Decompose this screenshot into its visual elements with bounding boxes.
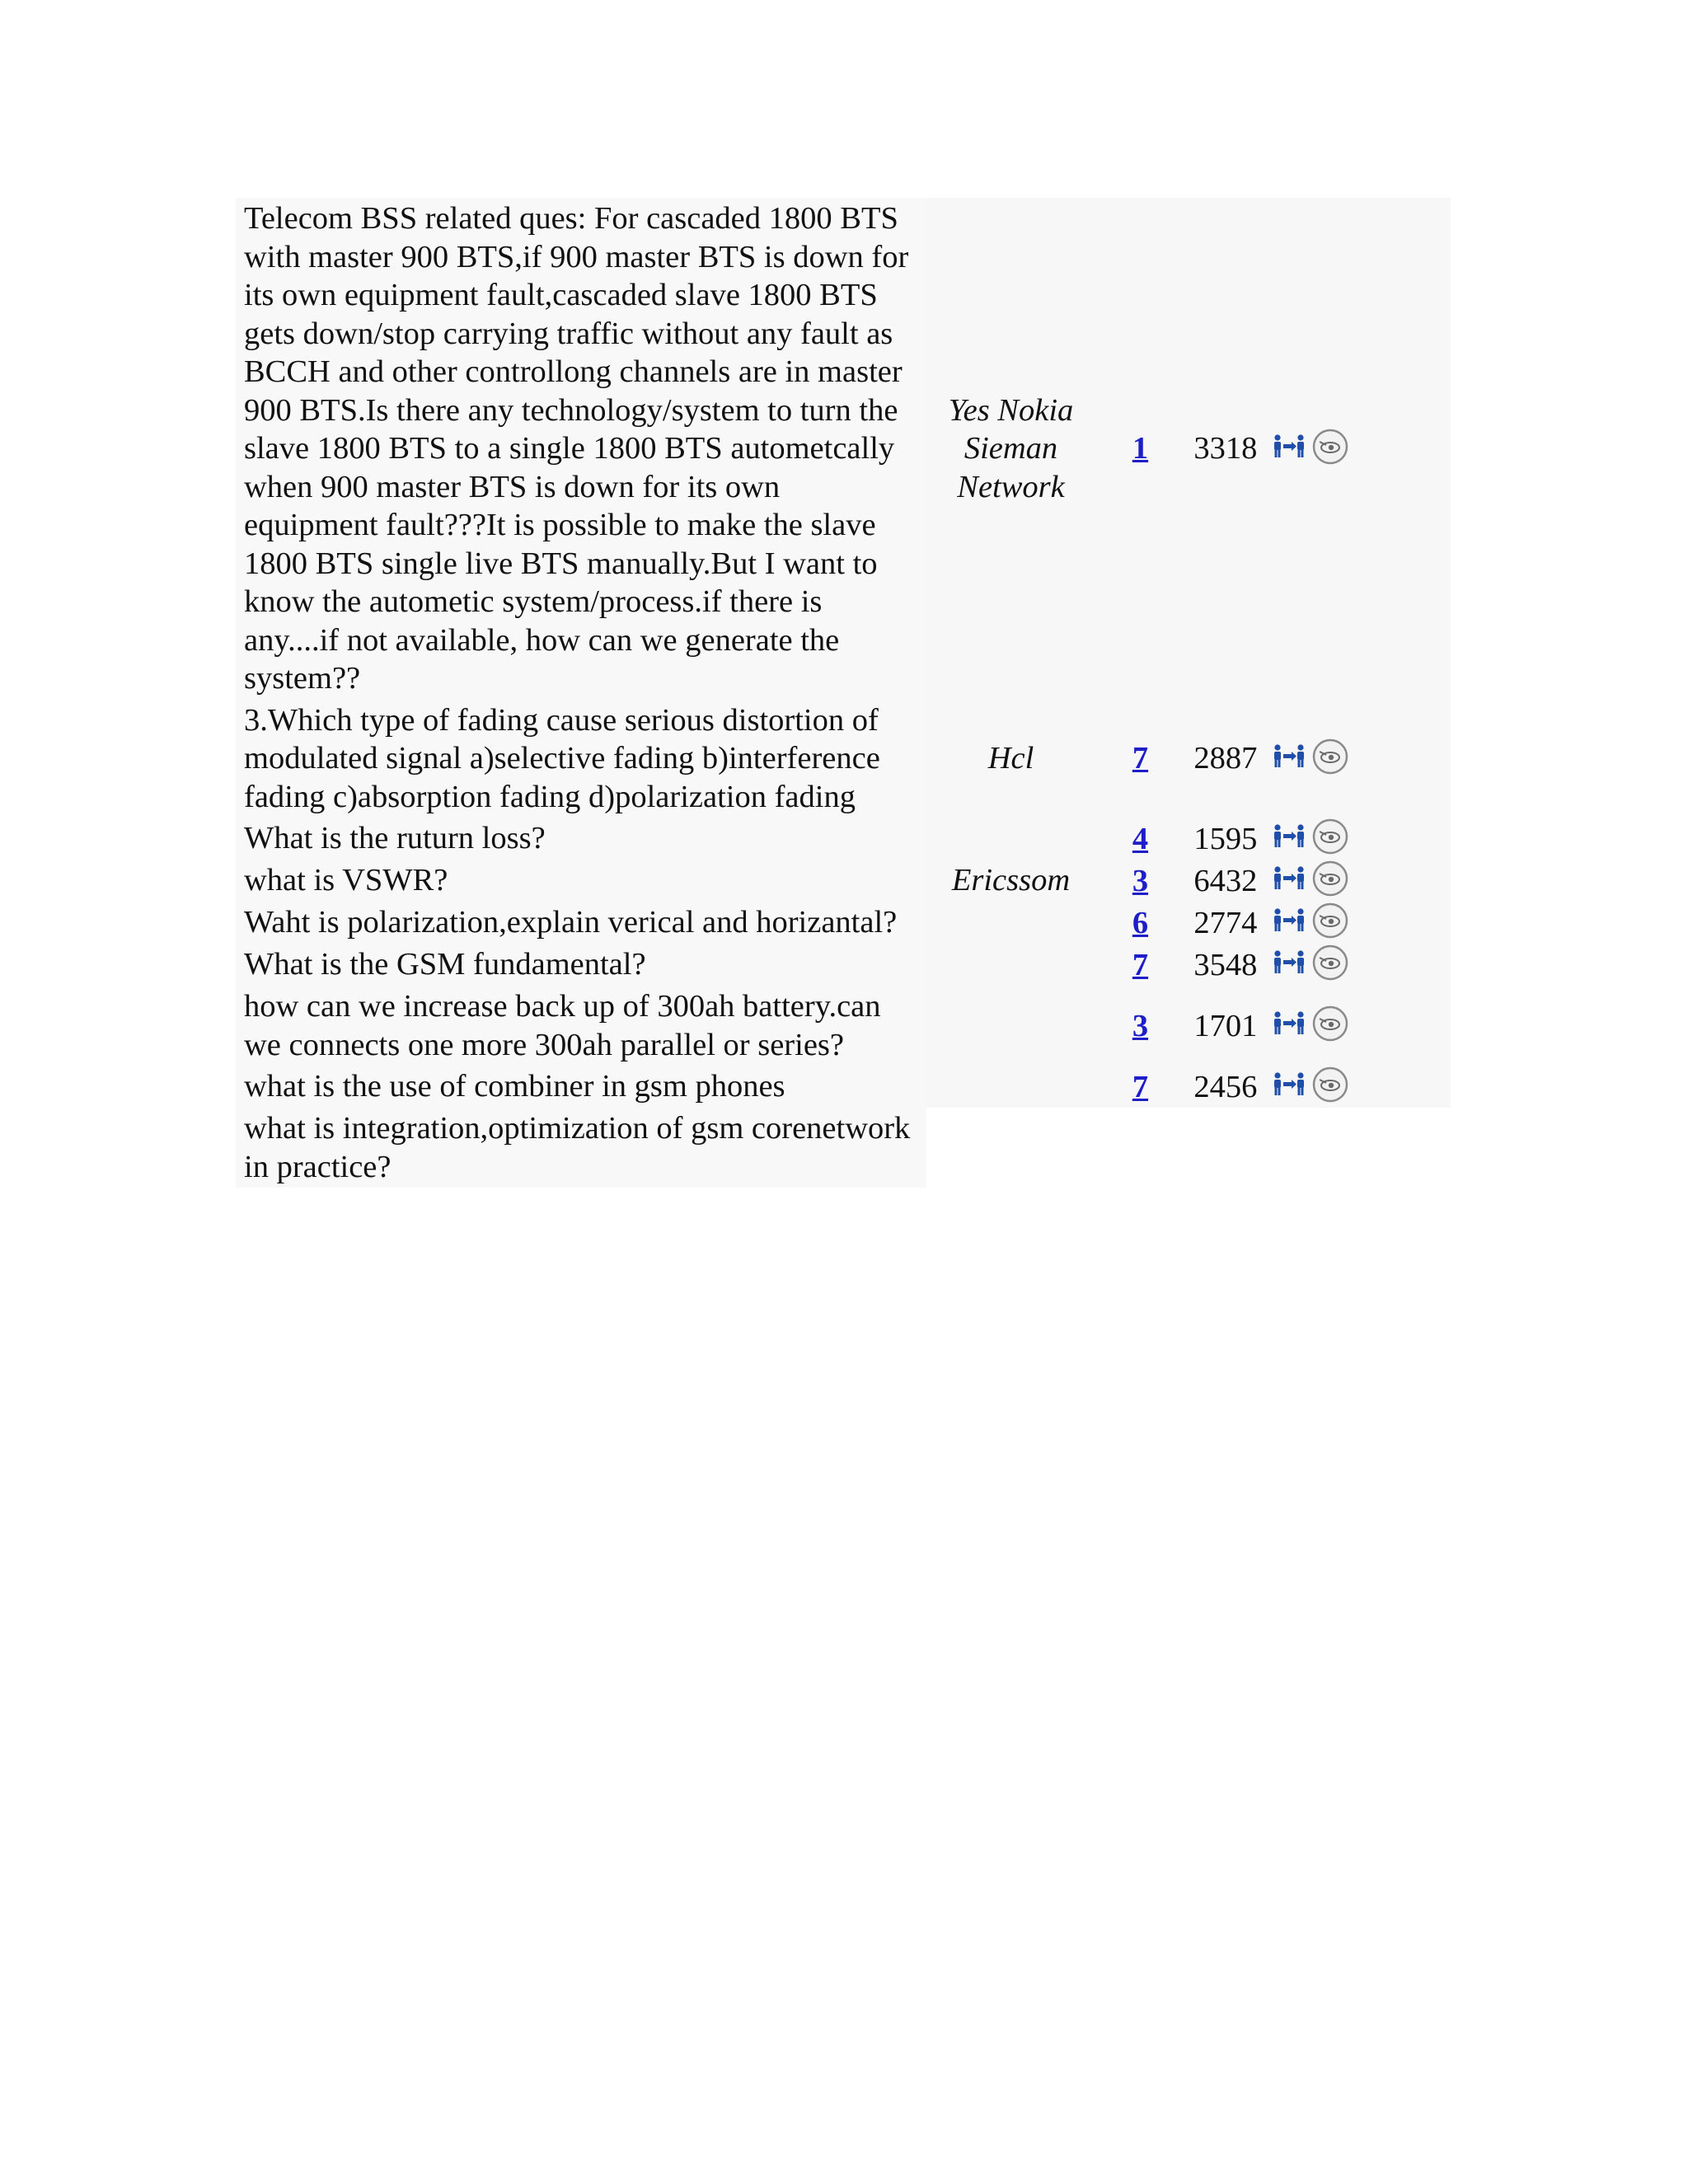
views-count: 2887 <box>1193 741 1258 776</box>
view-icon[interactable] <box>1311 818 1349 860</box>
people-icon[interactable] <box>1272 908 1308 937</box>
question-text[interactable]: how can we increase back up of 300ah battery.can we connects one more 300ah parallel or series? <box>236 986 926 1066</box>
meta-cell <box>926 902 1451 944</box>
people-icon[interactable] <box>1272 744 1308 773</box>
view-icon[interactable] <box>1311 944 1349 986</box>
company-name: Hcl <box>987 741 1034 776</box>
question-row <box>236 1108 1451 1188</box>
answers-link[interactable]: 7 <box>1132 1069 1149 1104</box>
answers-count <box>1095 1008 1185 1044</box>
company-name: Yes Nokia Sieman Network <box>948 392 1074 504</box>
question-text[interactable]: what is the use of combiner in gsm phones <box>236 1066 926 1108</box>
question-text[interactable]: What is the ruturn loss? <box>236 818 926 860</box>
answers-count <box>1095 863 1185 899</box>
meta-cell <box>926 986 1451 1066</box>
question-text[interactable]: what is integration,optimization of gsm corenetwork in practice? <box>236 1108 926 1188</box>
question-row <box>236 198 1451 700</box>
people-icon[interactable] <box>1272 824 1308 853</box>
question-text[interactable]: Telecom BSS related ques: For cascaded 1800 BTS with master 900 BTS,if 900 master BTS is down for its own equipment fault,cascaded slave 1800 BTS gets down/stop carrying traffic without any fault as BCCH and other controllong channels are in master 900 BTS.Is there any technology/system to turn the slave 1800 BTS to a single 1800 BTS autometcally when 900 master BTS is down for its own equipment fault???It is possible to make the slave 1800 BTS single live BTS manually.But I want to know the autometic system/process.if there is any....if not available, how can we generate the system?? <box>236 198 926 700</box>
views-count: 6432 <box>1193 863 1258 898</box>
meta-cell <box>926 198 1451 700</box>
views-count: 3548 <box>1193 947 1258 982</box>
answers-link[interactable]: 7 <box>1132 741 1149 776</box>
answers-count <box>1095 1069 1185 1105</box>
answers-count <box>1095 947 1185 983</box>
people-icon[interactable] <box>1272 434 1308 463</box>
meta-cell <box>926 700 1451 818</box>
answers-count <box>1095 430 1185 466</box>
question-row <box>236 700 1451 818</box>
people-icon[interactable] <box>1272 950 1308 979</box>
views-count: 1701 <box>1193 1008 1258 1043</box>
answers-link[interactable]: 4 <box>1132 821 1149 856</box>
row-icons <box>1264 818 1451 860</box>
meta-cell <box>926 818 1451 860</box>
row-icons <box>1264 902 1451 944</box>
people-icon[interactable] <box>1272 866 1308 895</box>
meta-cell <box>926 860 1451 902</box>
row-icons <box>1264 738 1451 780</box>
question-row <box>236 944 1451 986</box>
row-icons <box>1264 1066 1451 1108</box>
answers-count <box>1095 905 1185 941</box>
answers-link[interactable]: 6 <box>1132 905 1149 940</box>
view-icon[interactable] <box>1311 860 1349 902</box>
view-icon[interactable] <box>1311 902 1349 944</box>
views-count: 1595 <box>1193 821 1258 856</box>
question-row <box>236 818 1451 860</box>
row-icons <box>1264 1005 1451 1047</box>
row-icons <box>1264 428 1451 470</box>
view-icon[interactable] <box>1311 738 1349 780</box>
row-icons <box>1264 860 1451 902</box>
question-row <box>236 986 1451 1066</box>
views-count: 2456 <box>1193 1069 1258 1104</box>
question-text[interactable]: what is VSWR? <box>236 860 926 902</box>
question-row <box>236 902 1451 944</box>
views-count: 2774 <box>1193 905 1258 940</box>
views-count: 3318 <box>1193 431 1258 466</box>
company-name: Ericssom <box>951 863 1071 898</box>
view-icon[interactable] <box>1311 428 1349 470</box>
answers-link[interactable]: 3 <box>1132 1008 1149 1043</box>
answers-link[interactable]: 3 <box>1132 863 1149 898</box>
meta-cell <box>926 944 1451 986</box>
answers-count <box>1095 740 1185 776</box>
question-text[interactable]: Waht is polarization,explain verical and horizantal? <box>236 902 926 944</box>
question-row <box>236 860 1451 902</box>
answers-link[interactable]: 7 <box>1132 947 1149 982</box>
people-icon[interactable] <box>1272 1072 1308 1101</box>
row-icons <box>1264 944 1451 986</box>
people-icon[interactable] <box>1272 1011 1308 1040</box>
question-row <box>236 1066 1451 1108</box>
view-icon[interactable] <box>1311 1066 1349 1108</box>
answers-link[interactable]: 1 <box>1132 431 1149 466</box>
answers-count <box>1095 821 1185 857</box>
view-icon[interactable] <box>1311 1005 1349 1047</box>
question-text[interactable]: 3.Which type of fading cause serious distortion of modulated signal a)selective fading b)interference fading c)absorption fading d)polarization fading <box>236 700 926 818</box>
meta-cell <box>926 1066 1451 1108</box>
questions-table <box>236 198 1451 1188</box>
meta-cell <box>926 1108 1451 1188</box>
question-text[interactable]: What is the GSM fundamental? <box>236 944 926 986</box>
